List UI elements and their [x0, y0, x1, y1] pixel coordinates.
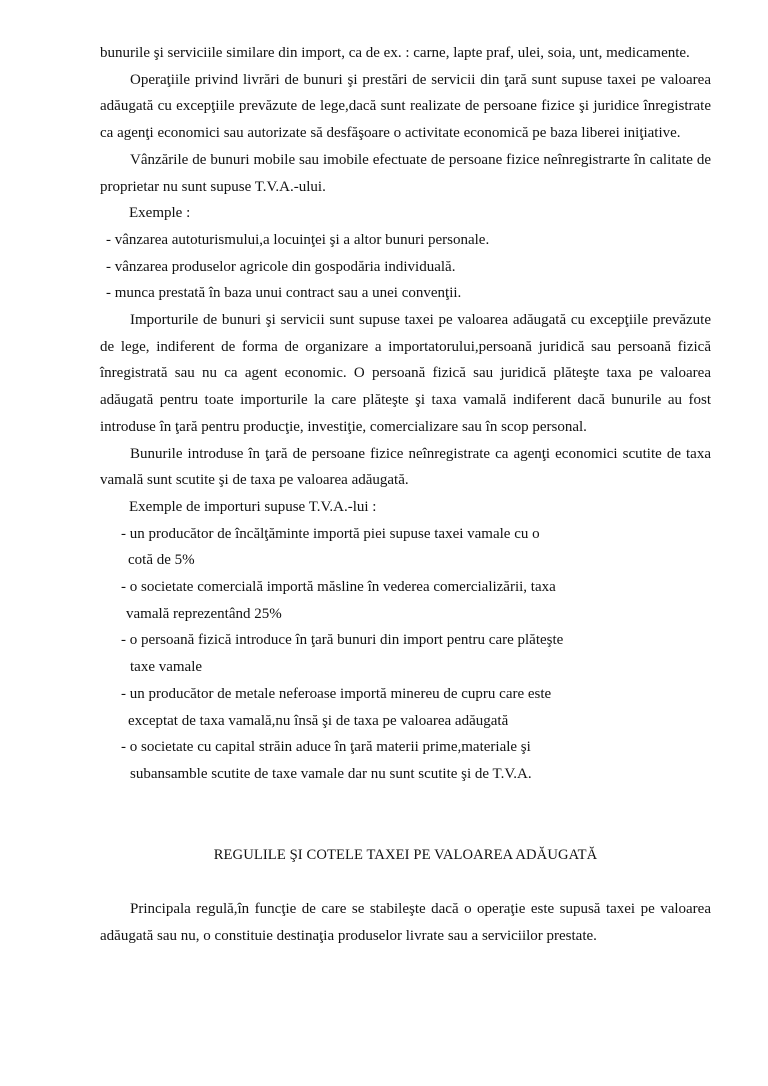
list-item-line: vamală reprezentând 25%: [126, 605, 282, 622]
list-item: - munca prestată în baza unui contract sau a unei convenţii.: [106, 285, 462, 302]
section-heading: REGULILE ŞI COTELE TAXEI PE VALOAREA ADĂUGATĂ: [213, 846, 598, 863]
list-item: [100, 574, 587, 627]
list-item-line: - o societate comercială importă măsline în vederea comercializării, taxa: [121, 579, 556, 596]
list-item: [100, 521, 587, 574]
examples-heading: Exemple :: [129, 205, 191, 222]
paragraph-main-rule: Principala regulă,în funcţie de care se stabileşte dacă o operaţie este supusă taxei pe valoarea adăugată sau nu, o constituie destinaţia produselor livrate sau a serviciilor prestate.: [100, 901, 711, 945]
list-item: [100, 734, 587, 787]
import-examples-heading: Exemple de importuri supuse T.V.A.-lui :: [129, 498, 377, 515]
list-item: [100, 627, 587, 680]
list-item-line: subansamble scutite de taxe vamale dar nu sunt scutite şi de T.V.A.: [130, 765, 532, 782]
paragraph-imports: Importurile de bunuri şi servicii sunt supuse taxei pe valoarea adăugată cu excepţiile prevăzute de lege, indiferent de forma de organizare a importatorului,persoană juridică sau persoană fizică înregistrată sau nu ca agent economic. O persoană fizică sau juridică plăteşte taxa pe valoarea adăugată pentru toate importurile la care plăteşte şi taxa vamală indiferent dacă bunurile au fost introduse în ţară pentru producţie, investiţie, comercializare sau în scop personal.: [100, 312, 711, 435]
heading-spacer: [100, 868, 711, 896]
paragraph-sales-individuals: Vânzările de bunuri mobile sau imobile efectuate de persoane fizice neînregistrarte în calitate de proprietar nu sunt supuse T.V.A.-ului.: [100, 151, 711, 195]
paragraph-imports-examples: bunurile şi serviciile similare din import, ca de ex. : carne, lapte praf, ulei, soia, unt, medicamente.: [100, 45, 690, 61]
list-item-line: exceptat de taxa vamală,nu însă şi de taxa pe valoarea adăugată: [128, 712, 509, 729]
list-item: - vânzarea autoturismului,a locuinţei şi a altor bunuri personale.: [106, 231, 490, 248]
list-item-line: - un producător de metale neferoase importă minereu de cupru care este: [121, 685, 552, 702]
paragraph-exempt-goods: Bunurile introduse în ţară de persoane fizice neînregistrate ca agenţi economici scutite de taxa vamală sunt scutite şi de taxa pe valoarea adăugată.: [100, 445, 711, 489]
section-spacer: [100, 788, 711, 842]
list-item: [100, 681, 587, 734]
list-item-line: cotă de 5%: [128, 552, 195, 569]
list-item: - vânzarea produselor agricole din gospodăria individuală.: [106, 258, 456, 275]
list-item-line: - o societate cu capital străin aduce în ţară materii prime,materiale şi: [121, 739, 531, 756]
list-item-line: - o persoană fizică introduce în ţară bunuri din import pentru care plăteşte: [121, 632, 564, 649]
document-page: [100, 40, 711, 950]
list-item-line: - un producător de încălţăminte importă piei supuse taxei vamale cu o: [121, 525, 540, 542]
list-item-line: taxe vamale: [130, 659, 203, 676]
paragraph-operations: Operaţiile privind livrări de bunuri şi prestări de servicii din ţară sunt supuse taxei pe valoarea adăugată cu excepţiile prevăzute de lege,dacă sunt realizate de persoane fizice şi juridice înregistrate ca agenţi economici sau autorizate să desfăşoare o activitate economică pe baza liberei iniţiative.: [100, 71, 711, 142]
